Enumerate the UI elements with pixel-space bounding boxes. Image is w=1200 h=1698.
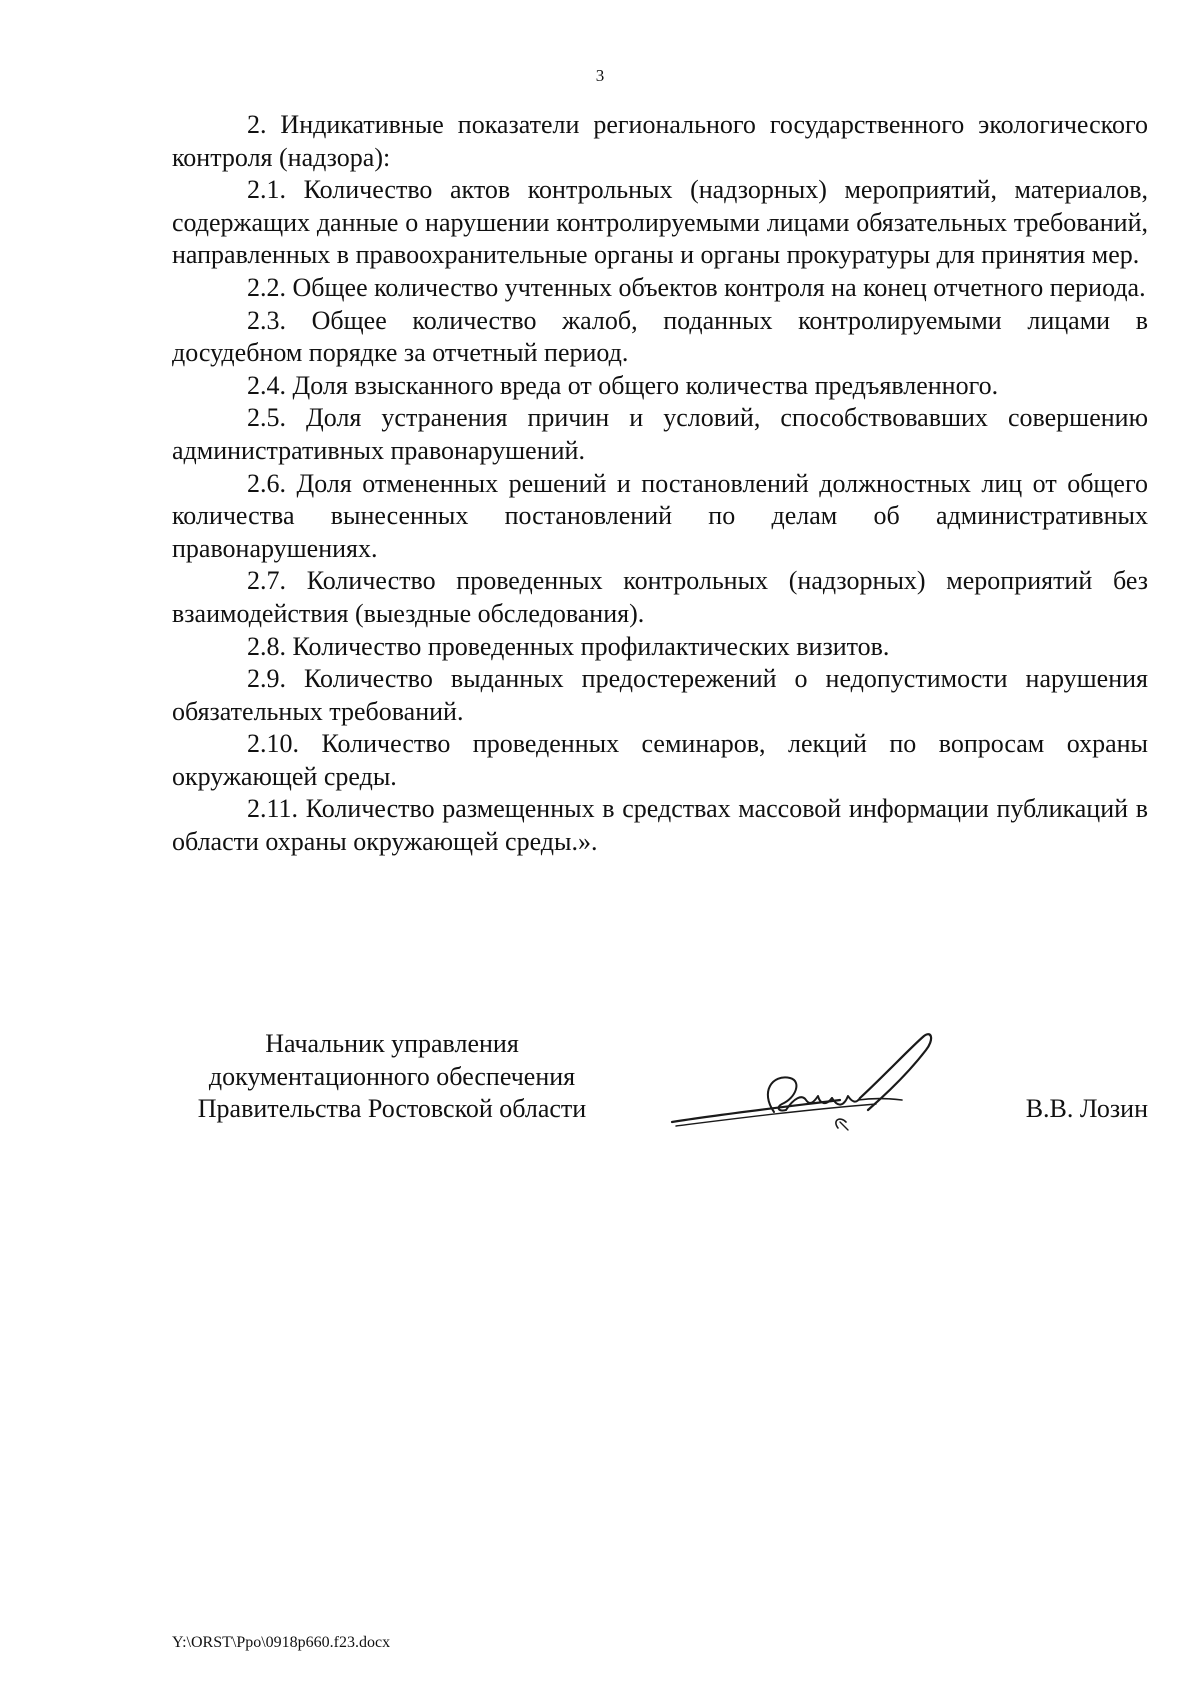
paragraph-2-5: 2.5. Доля устранения причин и условий, способствовавших совершению административных правонарушений. [172,403,1148,465]
signatory-title [172,1028,612,1126]
signatory-name: В.В. Лозин [1025,1094,1148,1123]
paragraph-2: 2. Индикативные показатели регионального государственного экологического контроля (надзора): [172,110,1148,172]
page-number: 3 [595,66,605,85]
signatory-title-line-1: Начальник управления [265,1029,519,1058]
paragraph-2-3: 2.3. Общее количество жалоб, поданных контролируемыми лицами в досудебном порядке за отчетный период. [172,305,1148,368]
signature-block [172,1028,1148,1148]
paragraph-2-6: 2.6. Доля отмененных решений и постановлений должностных лиц от общего количества вынесенных постановлений по делам об административных правонарушениях. [172,468,1148,563]
paragraph-2-10: 2.10. Количество проведенных семинаров, лекций по вопросам охраны окружающей среды. [172,729,1148,791]
handwritten-signature [662,1018,952,1148]
paragraph-2-4: 2.4. Доля взысканного вреда от общего количества предъявленного. [247,370,999,400]
document-body [172,109,1148,859]
paragraph-2-2: 2.2. Общее количество учтенных объектов контроля на конец отчетного периода. [247,272,1146,302]
paragraph-2-11: 2.11. Количество размещенных в средствах массовой информации публикаций в области охраны окружающей среды.». [172,794,1148,857]
paragraph-2-7: 2.7. Количество проведенных контрольных (надзорных) мероприятий без взаимодействия (выездные обследования). [172,566,1148,628]
paragraph-2-1: 2.1. Количество актов контрольных (надзорных) мероприятий, материалов, содержащих данные о нарушении контролируемыми лицами обязательных требований, направленных в правоохранительные органы и органы прокуратуры для принятия мер. [172,175,1148,270]
paragraph-2-8: 2.8. Количество проведенных профилактических визитов. [247,631,890,661]
file-path-footer: Y:\ORST\Ppo\0918p660.f23.docx [172,1634,391,1651]
paragraph-2-9: 2.9. Количество выданных предостережений о недопустимости нарушения обязательных требований. [172,664,1148,726]
signatory-title-line-3: Правительства Ростовской области [197,1094,587,1124]
signatory-title-line-2: документационного обеспечения [208,1061,576,1091]
